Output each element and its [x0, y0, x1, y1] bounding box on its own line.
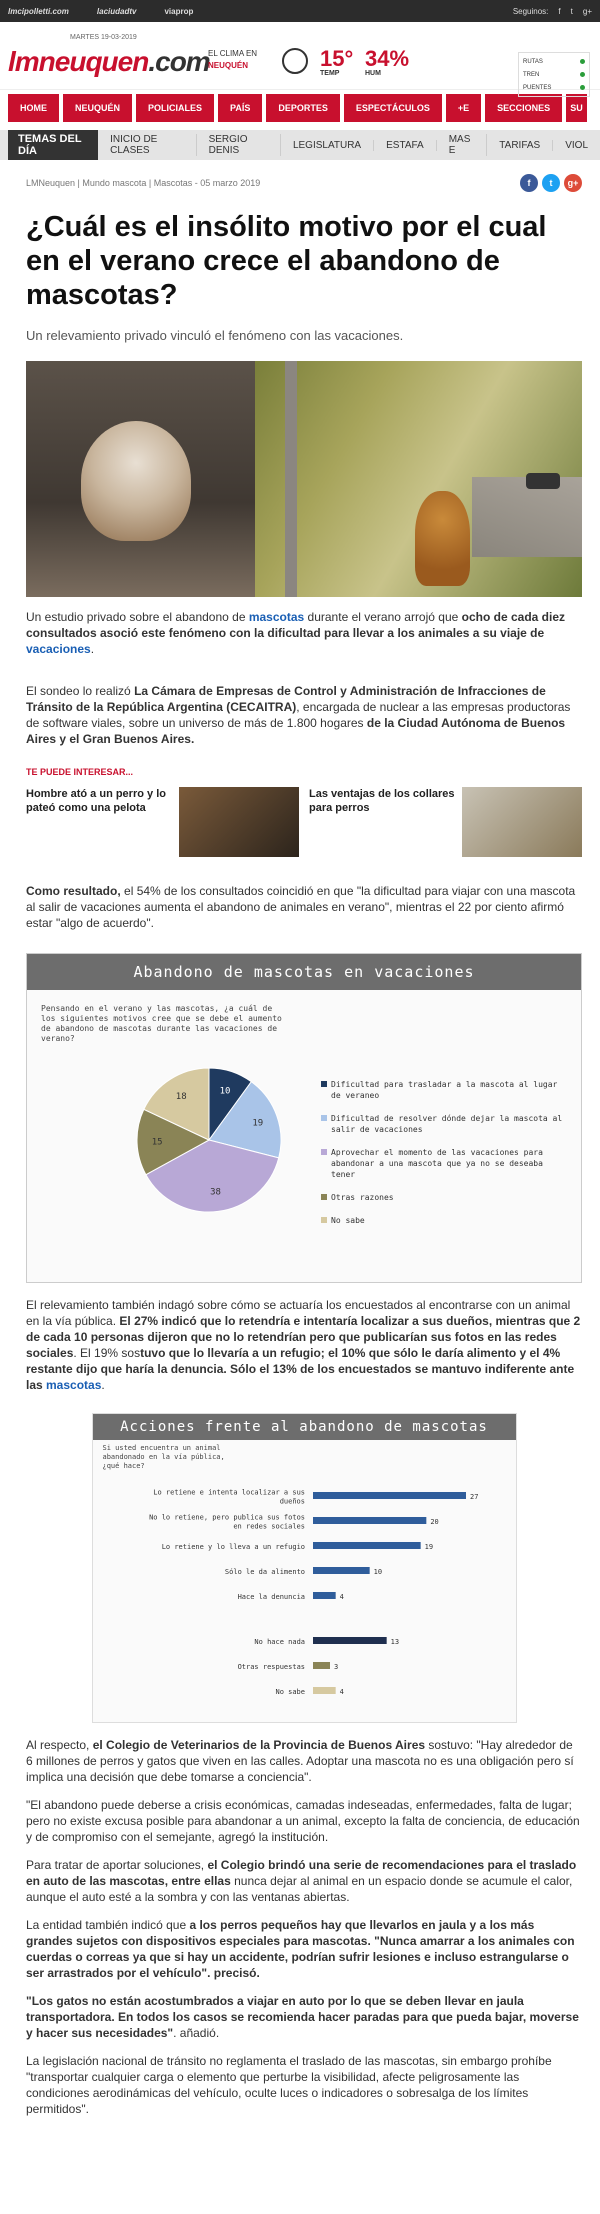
paragraph: "El abandono puede deberse a crisis económicas, camadas indeseadas, enfermedades, falta de lugar; pero no existe excusa posible para abandonar a un animal, excepto la falta de conciencia, de educación y de compromiso con el semejante, agregó la institución. [26, 1798, 580, 1844]
bar-category-label: No sabe [274, 1688, 305, 1696]
legend-swatch [321, 1194, 327, 1200]
topics-bar [0, 130, 600, 160]
legend-swatch [321, 1115, 327, 1121]
status-roads: RUTAS [523, 55, 585, 68]
puppy-photo [26, 361, 255, 597]
site-logo[interactable] [8, 46, 210, 78]
bar-category-label: Otras respuestas [237, 1663, 305, 1671]
related-thumb[interactable] [462, 787, 582, 857]
legend-swatch [321, 1149, 327, 1155]
paragraph: Al respecto, el Colegio de Veterinarios de la Provincia de Buenos Aires sostuvo: "Hay alrededor de 6 millones de perros y gatos que viven en las calles. Adoptar una mascota no es una obligación pero sí implica una decisión que debe tomarse a conciencia". [26, 1738, 574, 1784]
bar-category-label: Lo retiene y lo lleva a un refugio [161, 1543, 305, 1551]
related-card[interactable]: Hombre ató a un perro y lo pateó como una pelota [26, 787, 299, 857]
nav-espectaculos[interactable]: ESPECTÁCULOS [344, 94, 442, 122]
bar-data-label: 4 [339, 1593, 344, 1601]
topic-item[interactable]: ESTAFA [374, 140, 437, 151]
humidity-label: HUM [365, 70, 381, 77]
related-label: TE PUEDE INTERESAR... [26, 767, 134, 777]
topic-item[interactable]: SERGIO DENIS [197, 134, 281, 156]
bar [313, 1567, 370, 1574]
pie-chart [26, 953, 582, 1283]
traffic-status-box[interactable] [518, 52, 590, 97]
bar [313, 1517, 426, 1524]
pie-chart-title: Abandono de mascotas en vacaciones [27, 954, 581, 990]
humidity-value: 34% [365, 46, 410, 71]
bar-chart-title: Acciones frente al abandono de mascotas [93, 1414, 516, 1440]
twitter-icon[interactable]: t [542, 174, 560, 192]
share-buttons [520, 174, 582, 192]
bar-chart-subtitle: Si usted encuentra un animal abandonado en la vía pública, ¿qué hace? [102, 1444, 225, 1470]
paragraph: Para tratar de aportar soluciones, el Colegio brindó una serie de recomendaciones para el traslado en auto de las mascotas, entre ellas nunca dejar al animal en un espacio donde se acumule el calor, aunque el auto esté a la sombra y con las ventanas abiertas. [26, 1858, 577, 1904]
pie-data-label: 38 [210, 1187, 221, 1198]
sister-site-link[interactable]: lmcipolletti.com [8, 6, 69, 16]
status-dot-icon [580, 72, 585, 77]
paragraph: La legislación nacional de tránsito no reglamenta el traslado de las mascotas, sin embargo prohíbe "transportar cualquier carga o elemento que perturbe la visibilidad, afecte peligrosamente las condiciones aerodinámicas del vehículo, oculte luces o indicadores o sobresalga de los límites permitidos". [26, 2054, 552, 2116]
paragraph: El sondeo lo realizó La Cámara de Empresas de Control y Administración de Infracciones de Tránsito de la República Argentina (CECAITRA), encargada de nuclear a las empresas productoras de software viales, sobre un universo de más de 1.800 hogares de la Ciudad Autónoma de Buenos Aires y el Gran Buenos Aires. [26, 684, 571, 746]
pie-legend-item [321, 1147, 571, 1180]
legend-swatch [321, 1217, 327, 1223]
partner-link-2[interactable]: viaprop [164, 6, 194, 16]
pie-legend-item [321, 1113, 571, 1135]
article [0, 174, 600, 2117]
topic-item[interactable]: VIOL [565, 139, 589, 151]
nav-home[interactable]: HOME [8, 94, 59, 122]
sun-icon [282, 48, 308, 74]
temperature-value: 15° [320, 46, 354, 71]
topic-item[interactable]: INICIO DE CLASES [98, 134, 196, 156]
bar-data-label: 10 [373, 1568, 382, 1576]
legend-label: Aprovechar el momento de las vacaciones para abandonar a una mascota que ya no se deseaba tener [331, 1148, 543, 1179]
pie-legend-item [321, 1192, 571, 1203]
bar-category-label: Hace la denuncia [237, 1593, 305, 1601]
breadcrumb [26, 174, 582, 192]
pie-data-label: 19 [252, 1118, 264, 1129]
bar-category-label: Sólo le da alimento [224, 1568, 305, 1576]
nav-su[interactable]: SU [566, 94, 587, 122]
pie-legend [321, 1079, 571, 1238]
status-dot-icon [580, 85, 585, 90]
related-list [26, 787, 582, 857]
article-lead: Un relevamiento privado vinculó el fenómeno con las vacaciones. [26, 328, 404, 343]
bar-category-label: dueños [279, 1497, 305, 1506]
site-header [0, 22, 600, 90]
bar [313, 1542, 421, 1549]
bar-category-label: No hace nada [253, 1638, 305, 1646]
tied-dog-photo [255, 361, 582, 597]
nav-neuquen[interactable]: NEUQUÉN [63, 94, 132, 122]
top-bar [0, 0, 600, 22]
article-photo [26, 361, 582, 597]
partner-link-1[interactable]: laciudadtv [96, 6, 137, 16]
paragraph: "Los gatos no están acostumbrados a viajar en auto por lo que se deben llevar en jaula transportadora. En todos los casos se recomienda hacer paradas para que pueda bajar, moverse y hacer sus necesidades". añadió. [26, 1994, 579, 2040]
bar [313, 1592, 336, 1599]
bar-data-label: 20 [429, 1518, 439, 1526]
status-dot-icon [580, 59, 585, 64]
legend-swatch [321, 1081, 327, 1087]
pie-data-label: 10 [219, 1086, 231, 1097]
bar-category-label: Lo retiene e intenta localizar a sus [152, 1488, 305, 1497]
nav-policiales[interactable]: POLICIALES [136, 94, 214, 122]
temperature [320, 46, 353, 77]
bar [313, 1687, 336, 1694]
link-mascotas[interactable]: mascotas [248, 610, 305, 624]
pie-chart-subtitle: Pensando en el verano y las mascotas, ¿a cuál de los siguientes motivos cree que se debe el aumento de abandono de mascotas durante las vacaciones de verano? [41, 1004, 282, 1043]
nav-mas-e[interactable]: +E [446, 94, 481, 122]
bar-data-label: 13 [390, 1638, 399, 1646]
pie-legend-item [321, 1079, 571, 1101]
bar [313, 1492, 466, 1499]
weather-label [208, 48, 257, 72]
legend-label: Dificultad para trasladar a la mascota al lugar de veraneo [331, 1080, 558, 1100]
bar-category-label: No lo retiene, pero publica sus fotos [148, 1513, 305, 1522]
bar-data-label: 3 [333, 1663, 338, 1671]
bar-category-label: en redes sociales [232, 1522, 305, 1531]
status-bridges: PUENTES [523, 81, 585, 94]
weather-city: NEUQUÉN [208, 61, 249, 70]
legend-label: Otras razones [331, 1193, 394, 1202]
paragraph: Un estudio privado sobre el abandono de mascotas durante el verano arrojó que ocho de cada diez consultados asoció este fenómeno con la dificultad para llevar a los animales a su viaje de vacaciones. [26, 610, 565, 656]
pie-data-label: 15 [151, 1137, 163, 1148]
topic-item[interactable]: TARIFAS [487, 140, 553, 151]
bar-data-label: 19 [424, 1543, 433, 1551]
topics-label: TEMAS DEL DÍA [8, 130, 98, 160]
facebook-icon[interactable]: f [558, 6, 561, 16]
article-title: ¿Cuál es el insólito motivo por el cual en el verano crece el abandono de mascotas? [26, 211, 547, 311]
nav-pais[interactable]: PAÍS [218, 94, 262, 122]
status-train: TREN [523, 68, 585, 81]
legend-label: Dificultad de resolver dónde dejar la mascota al salir de vacaciones [331, 1114, 563, 1134]
humidity [365, 46, 409, 77]
topic-item[interactable]: LEGISLATURA [281, 140, 374, 151]
twitter-icon[interactable]: t [570, 6, 573, 16]
related-thumb[interactable] [179, 787, 299, 857]
pie-legend-item [321, 1215, 571, 1226]
temperature-label: TEMP [320, 70, 340, 77]
topic-item[interactable]: MAS E [437, 134, 488, 156]
header-date: MARTES 19-03-2019 [70, 34, 137, 41]
googleplus-icon[interactable]: g+ [582, 6, 592, 16]
bar-data-label: 4 [339, 1688, 344, 1696]
breadcrumb-text[interactable]: LMNeuquen | Mundo mascota | Mascotas - 05 marzo 2019 [26, 178, 261, 188]
logo-name: lmneuquen [8, 46, 149, 77]
bar-chart [92, 1413, 517, 1723]
weather-title: EL CLIMA EN [208, 49, 258, 58]
bar [313, 1637, 387, 1644]
nav-secciones[interactable]: SECCIONES [485, 94, 562, 122]
paragraph: El relevamiento también indagó sobre cómo se actuaría los encuestados al encontrarse con un animal en la vía pública. El 27% indicó que lo retendría e intentaría localizar a sus dueños, mientras que 2 de cada 10 personas dijeron que no lo retendrían pero que publicarían sus fotos en las redes sociales. El 19% sostuvo que lo llevaría a un refugio; el 10% que sólo le daría alimento y el 4% restante dijo que haría la denuncia. Sólo el 13% de los encuestados se mantuvo indiferente ante las mascotas. [26, 1298, 581, 1392]
pie-data-label: 18 [175, 1092, 187, 1103]
main-nav [0, 94, 600, 122]
link-vacaciones[interactable]: vacaciones [26, 642, 91, 656]
legend-label: No sabe [331, 1216, 365, 1225]
bar-svg [93, 1440, 516, 1722]
paragraph: Como resultado, el 54% de los consultados coincidió en que "la dificultad para viajar con una mascota al salir de vacaciones aumenta el abandono de animales en verano", mientras el 22 por ciento afirmó estar "algo de acuerdo". [26, 884, 576, 930]
logo-domain: .com [148, 46, 210, 77]
paragraph: La entidad también indicó que a los perros pequeños hay que llevarlos en jaula y a los más grandes sujetos con dispositivos especiales para mascotas. "Nunca amarrar a los animales con cuerdas o correas ya que si hay un accidente, podrían sufrir lesiones e incluso estrangularse o ser arrastrados por el vehículo". precisó. [26, 1918, 575, 1980]
follow-label: Seguinos: [512, 6, 549, 16]
nav-deportes[interactable]: DEPORTES [266, 94, 340, 122]
facebook-icon[interactable]: f [520, 174, 538, 192]
link-mascotas[interactable]: mascotas [46, 1378, 102, 1392]
bar [313, 1662, 330, 1669]
related-card[interactable]: Las ventajas de los collares para perros [309, 787, 582, 857]
googleplus-icon[interactable]: g+ [564, 174, 582, 192]
bar-data-label: 27 [469, 1493, 478, 1501]
